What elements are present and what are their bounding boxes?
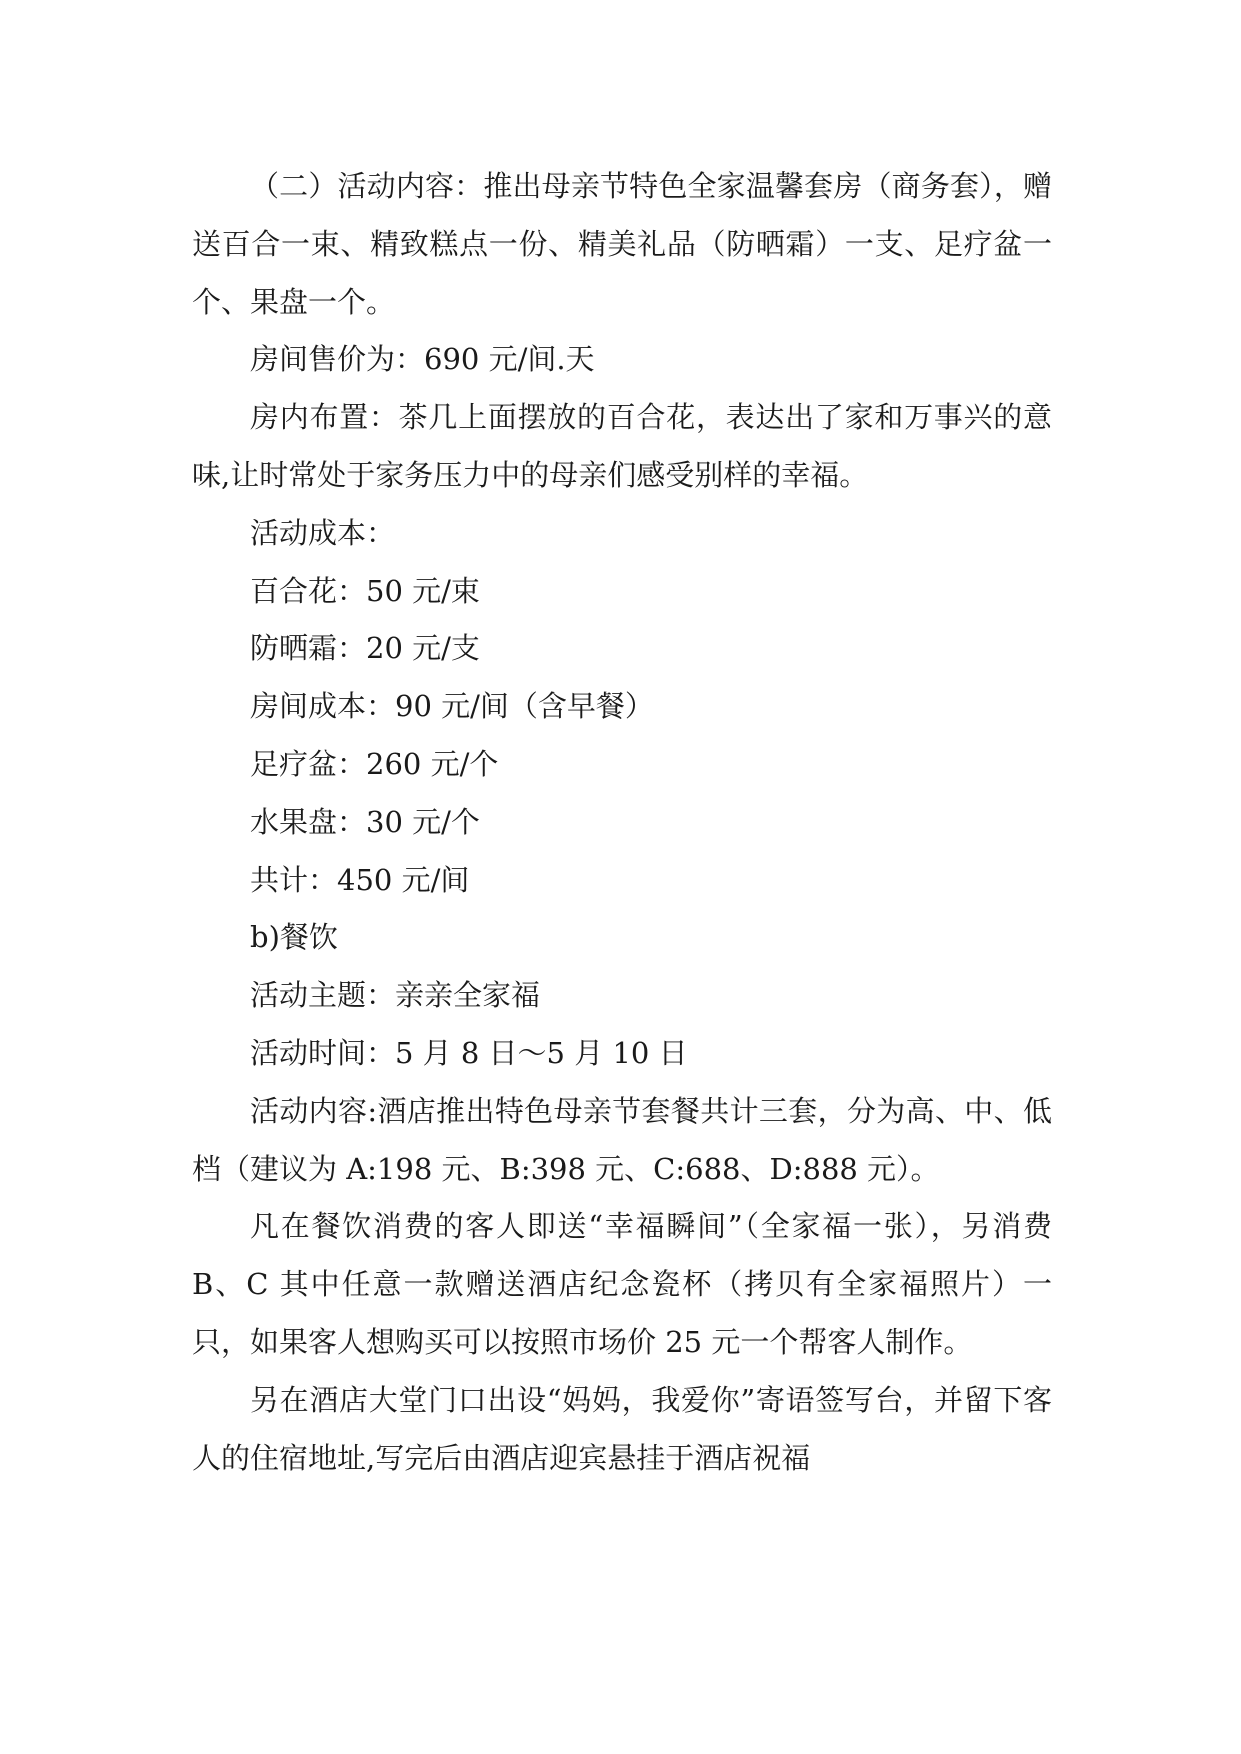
paragraph-cost-total: 共计：450 元/间 <box>250 862 470 897</box>
paragraph-message-desk: 另在酒店大堂门口出设“妈妈，我爱你”寄语签写台，并留下客人的住宿地址,写完后由酒店迎宾悬挂于酒店祝福 <box>192 1382 1052 1475</box>
paragraph-room-decoration: 房内布置：茶几上面摆放的百合花，表达出了家和万事兴的意味,让时常处于家务压力中的母亲们感受别样的幸福。 <box>192 400 1052 492</box>
paragraph-event-theme: 活动主题：亲亲全家福 <box>250 978 541 1013</box>
document-body <box>192 158 1052 1487</box>
paragraph-event-time: 活动时间：5 月 8 日～5 月 10 日 <box>250 1035 688 1070</box>
paragraph-cost-heading: 活动成本： <box>250 515 396 550</box>
paragraph-cost-lily: 百合花：50 元/束 <box>250 573 480 608</box>
paragraph-cost-fruit-plate: 水果盘：30 元/个 <box>250 804 480 839</box>
paragraph-section-catering: b)餐饮 <box>250 920 338 955</box>
paragraph-suite-content: （二）活动内容：推出母亲节特色全家温馨套房（商务套），赠送百合一束、精致糕点一份、精美礼品（防晒霜）一支、足疗盆一个、果盘一个。 <box>192 169 1052 319</box>
paragraph-room-price: 房间售价为：690 元/间.天 <box>250 342 595 377</box>
paragraph-cost-sunscreen: 防晒霜：20 元/支 <box>250 631 480 666</box>
paragraph-cost-foot-basin: 足疗盆：260 元/个 <box>250 746 499 781</box>
paragraph-set-menu: 活动内容:酒店推出特色母亲节套餐共计三套，分为高、中、低档（建议为 A:198 元、B:398 元、C:688、D:888 元）。 <box>192 1093 1052 1186</box>
paragraph-cost-room: 房间成本：90 元/间（含早餐） <box>250 689 654 724</box>
paragraph-family-photo-gift: 凡在餐饮消费的客人即送“幸福瞬间”（全家福一张），另消费 B、C 其中任意一款赠送酒店纪念瓷杯（拷贝有全家福照片）一只，如果客人想购买可以按照市场价 25 元一个帮客人制作。 <box>192 1209 1052 1359</box>
